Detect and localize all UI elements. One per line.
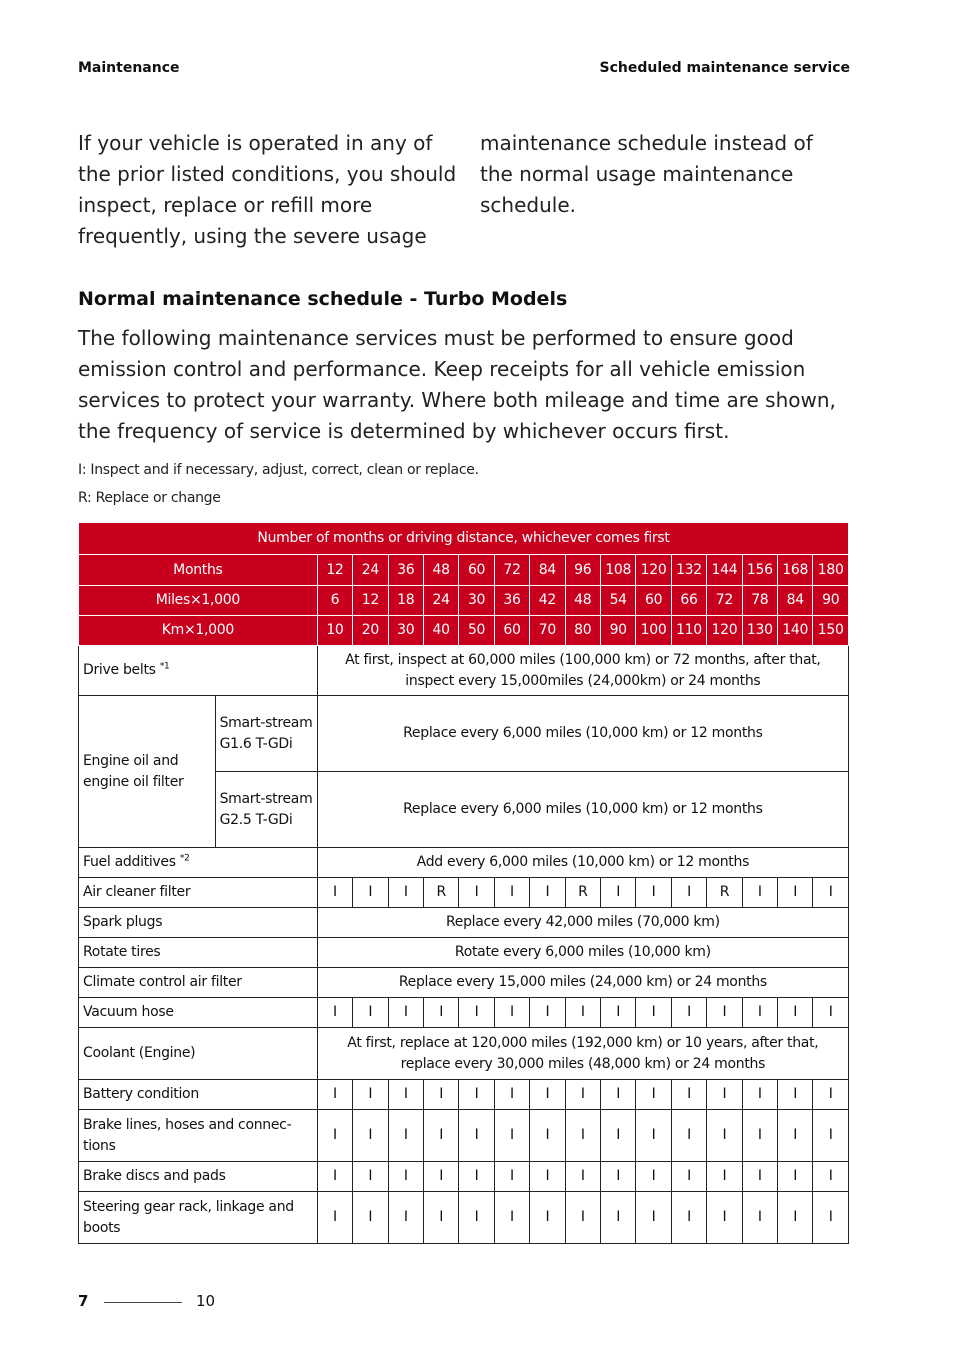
km-cell: 110 bbox=[671, 616, 706, 646]
km-cell: 30 bbox=[388, 616, 423, 646]
interval-cell: I bbox=[353, 998, 388, 1028]
km-cell: 90 bbox=[600, 616, 635, 646]
interval-cell: I bbox=[707, 1110, 742, 1162]
months-cell: 60 bbox=[459, 555, 494, 586]
months-cell: 24 bbox=[353, 555, 388, 586]
months-cell: 144 bbox=[707, 555, 742, 586]
row-label: Engine oil and engine oil filter bbox=[79, 696, 216, 848]
interval-cell: I bbox=[530, 1192, 565, 1244]
interval-cell: I bbox=[459, 1080, 494, 1110]
miles-cell: 72 bbox=[707, 586, 742, 616]
interval-cell: I bbox=[353, 1110, 388, 1162]
km-cell: 150 bbox=[813, 616, 849, 646]
table-row bbox=[79, 878, 849, 908]
interval-cell: I bbox=[778, 1110, 813, 1162]
row-note: At first, inspect at 60,000 miles (100,000 km) or 72 months, after that, inspect every 15,000miles (24,000km) or 24 months bbox=[317, 646, 848, 696]
interval-cell: I bbox=[636, 878, 671, 908]
row-label: Steering gear rack, linkage and boots bbox=[79, 1192, 318, 1244]
months-cell: 84 bbox=[530, 555, 565, 586]
interval-cell: I bbox=[317, 878, 352, 908]
row-sublabel: Smart-stream G2.5 T-GDi bbox=[215, 772, 317, 848]
miles-cell: 54 bbox=[600, 586, 635, 616]
interval-cell: I bbox=[636, 1162, 671, 1192]
interval-cell: I bbox=[671, 878, 706, 908]
interval-cell: I bbox=[317, 1110, 352, 1162]
months-cell: 132 bbox=[671, 555, 706, 586]
table-row bbox=[79, 1192, 849, 1244]
table-row bbox=[79, 1028, 849, 1080]
interval-cell: I bbox=[813, 1192, 849, 1244]
row-label: Brake discs and pads bbox=[79, 1162, 318, 1192]
table-row bbox=[79, 1162, 849, 1192]
table-row bbox=[79, 998, 849, 1028]
interval-cell: I bbox=[778, 1162, 813, 1192]
header-section-title: Maintenance bbox=[78, 60, 180, 76]
table-row bbox=[79, 938, 849, 968]
interval-cell: I bbox=[353, 1162, 388, 1192]
interval-cell: I bbox=[778, 1192, 813, 1244]
interval-cell: I bbox=[353, 878, 388, 908]
interval-cell: I bbox=[778, 998, 813, 1028]
interval-cell: I bbox=[600, 878, 635, 908]
interval-cell: I bbox=[388, 998, 423, 1028]
row-note: Replace every 6,000 miles (10,000 km) or 12 months bbox=[317, 772, 848, 848]
months-cell: 120 bbox=[636, 555, 671, 586]
header-page-title: Scheduled maintenance service bbox=[599, 60, 850, 76]
table-row bbox=[79, 696, 849, 772]
interval-cell: I bbox=[459, 1110, 494, 1162]
km-cell: 20 bbox=[353, 616, 388, 646]
interval-cell: I bbox=[423, 998, 458, 1028]
interval-cell: I bbox=[353, 1080, 388, 1110]
row-note: Replace every 6,000 miles (10,000 km) or 12 months bbox=[317, 696, 848, 772]
miles-cell: 48 bbox=[565, 586, 600, 616]
interval-cell: I bbox=[636, 1110, 671, 1162]
interval-cell: I bbox=[742, 1110, 777, 1162]
km-cell: 140 bbox=[778, 616, 813, 646]
miles-cell: 42 bbox=[530, 586, 565, 616]
table-row bbox=[79, 1080, 849, 1110]
interval-cell: I bbox=[317, 1162, 352, 1192]
interval-cell: I bbox=[671, 1192, 706, 1244]
months-cell: 36 bbox=[388, 555, 423, 586]
miles-cell: 6 bbox=[317, 586, 352, 616]
interval-cell: I bbox=[778, 1080, 813, 1110]
interval-cell: I bbox=[494, 998, 529, 1028]
table-row bbox=[79, 968, 849, 998]
months-cell: 108 bbox=[600, 555, 635, 586]
row-label: Battery condition bbox=[79, 1080, 318, 1110]
interval-cell: I bbox=[636, 1192, 671, 1244]
interval-cell: I bbox=[494, 1192, 529, 1244]
interval-cell: I bbox=[742, 1192, 777, 1244]
interval-cell: I bbox=[494, 1080, 529, 1110]
interval-cell: I bbox=[317, 1080, 352, 1110]
km-cell: 70 bbox=[530, 616, 565, 646]
interval-cell: I bbox=[778, 878, 813, 908]
row-note: Replace every 42,000 miles (70,000 km) bbox=[317, 908, 848, 938]
interval-cell: I bbox=[317, 998, 352, 1028]
section-heading: Normal maintenance schedule - Turbo Models bbox=[78, 288, 568, 310]
chapter-number: 7 bbox=[78, 1292, 89, 1310]
row-label: Air cleaner filter bbox=[79, 878, 318, 908]
interval-cell: I bbox=[388, 1192, 423, 1244]
miles-cell: 30 bbox=[459, 586, 494, 616]
interval-cell: I bbox=[671, 1110, 706, 1162]
km-cell: 10 bbox=[317, 616, 352, 646]
interval-cell: I bbox=[423, 1162, 458, 1192]
interval-cell: I bbox=[459, 998, 494, 1028]
footer-divider bbox=[104, 1302, 182, 1303]
row-note: Add every 6,000 miles (10,000 km) or 12 months bbox=[317, 848, 848, 878]
interval-cell: I bbox=[565, 1192, 600, 1244]
miles-label: Miles×1,000 bbox=[79, 586, 318, 616]
interval-cell: I bbox=[388, 1080, 423, 1110]
table-title: Number of months or driving distance, whichever comes first bbox=[79, 523, 849, 555]
interval-cell: I bbox=[565, 998, 600, 1028]
interval-cell: I bbox=[813, 878, 849, 908]
legend-inspect: I: Inspect and if necessary, adjust, correct, clean or replace. bbox=[78, 462, 479, 478]
interval-cell: I bbox=[459, 1192, 494, 1244]
interval-cell: I bbox=[565, 1080, 600, 1110]
interval-cell: I bbox=[459, 878, 494, 908]
interval-cell: I bbox=[707, 1162, 742, 1192]
row-note: Rotate every 6,000 miles (10,000 km) bbox=[317, 938, 848, 968]
interval-cell: I bbox=[530, 1080, 565, 1110]
intro-paragraph-left: If your vehicle is operated in any of the prior listed conditions, you should inspect, replace or refill more frequently, using the severe usage bbox=[78, 131, 457, 248]
months-cell: 168 bbox=[778, 555, 813, 586]
row-label: Drive belts $^{*1}$ bbox=[79, 646, 318, 696]
interval-cell: I bbox=[707, 1080, 742, 1110]
table-row bbox=[79, 646, 849, 696]
interval-cell: I bbox=[813, 1162, 849, 1192]
interval-cell: I bbox=[494, 878, 529, 908]
interval-cell: I bbox=[530, 1110, 565, 1162]
km-row bbox=[79, 616, 849, 646]
miles-cell: 18 bbox=[388, 586, 423, 616]
miles-cell: 66 bbox=[671, 586, 706, 616]
intro-paragraph-right: maintenance schedule instead of the normal usage maintenance schedule. bbox=[480, 131, 813, 217]
interval-cell: I bbox=[388, 1110, 423, 1162]
row-label: Rotate tires bbox=[79, 938, 318, 968]
interval-cell: I bbox=[565, 1110, 600, 1162]
interval-cell: R bbox=[565, 878, 600, 908]
interval-cell: I bbox=[742, 1162, 777, 1192]
table-title-row bbox=[79, 523, 849, 555]
interval-cell: I bbox=[423, 1080, 458, 1110]
row-label: Coolant (Engine) bbox=[79, 1028, 318, 1080]
interval-cell: I bbox=[742, 998, 777, 1028]
interval-cell: I bbox=[742, 1080, 777, 1110]
interval-cell: I bbox=[671, 998, 706, 1028]
row-label: Spark plugs bbox=[79, 908, 318, 938]
interval-cell: I bbox=[388, 878, 423, 908]
interval-cell: I bbox=[707, 1192, 742, 1244]
section-body: The following maintenance services must be performed to ensure good emission control and performance. Keep receipts for all vehicle emission services to protect your warranty. Where both mileage and time are shown, the frequency of service is determined by whichever occurs first. bbox=[78, 326, 836, 443]
row-label: Fuel additives $^{*2}$ bbox=[79, 848, 318, 878]
miles-cell: 60 bbox=[636, 586, 671, 616]
interval-cell: I bbox=[813, 1080, 849, 1110]
interval-cell: I bbox=[530, 998, 565, 1028]
months-row bbox=[79, 555, 849, 586]
page-number: 10 bbox=[196, 1292, 216, 1310]
km-cell: 130 bbox=[742, 616, 777, 646]
months-cell: 156 bbox=[742, 555, 777, 586]
interval-cell: I bbox=[600, 1080, 635, 1110]
interval-cell: I bbox=[707, 998, 742, 1028]
interval-cell: I bbox=[600, 1162, 635, 1192]
months-cell: 180 bbox=[813, 555, 849, 586]
row-label: Climate control air filter bbox=[79, 968, 318, 998]
interval-cell: I bbox=[600, 1192, 635, 1244]
miles-cell: 12 bbox=[353, 586, 388, 616]
legend-replace: R: Replace or change bbox=[78, 490, 221, 506]
row-sublabel: Smart-stream G1.6 T-GDi bbox=[215, 696, 317, 772]
months-cell: 72 bbox=[494, 555, 529, 586]
interval-cell: I bbox=[423, 1110, 458, 1162]
interval-cell: I bbox=[813, 998, 849, 1028]
interval-cell: R bbox=[707, 878, 742, 908]
km-cell: 120 bbox=[707, 616, 742, 646]
interval-cell: I bbox=[636, 998, 671, 1028]
table-row bbox=[79, 1110, 849, 1162]
interval-cell: I bbox=[565, 1162, 600, 1192]
km-cell: 60 bbox=[494, 616, 529, 646]
km-cell: 40 bbox=[423, 616, 458, 646]
interval-cell: I bbox=[600, 998, 635, 1028]
km-cell: 100 bbox=[636, 616, 671, 646]
interval-cell: I bbox=[317, 1192, 352, 1244]
interval-cell: I bbox=[671, 1080, 706, 1110]
interval-cell: I bbox=[813, 1110, 849, 1162]
miles-cell: 24 bbox=[423, 586, 458, 616]
row-label: Brake lines, hoses and connec-tions bbox=[79, 1110, 318, 1162]
row-note: Replace every 15,000 miles (24,000 km) or 24 months bbox=[317, 968, 848, 998]
miles-cell: 36 bbox=[494, 586, 529, 616]
row-note: At first, replace at 120,000 miles (192,000 km) or 10 years, after that, replace every 30,000 miles (48,000 km) or 24 months bbox=[317, 1028, 848, 1080]
interval-cell: I bbox=[423, 1192, 458, 1244]
months-cell: 12 bbox=[317, 555, 352, 586]
miles-cell: 78 bbox=[742, 586, 777, 616]
interval-cell: I bbox=[742, 878, 777, 908]
table-row bbox=[79, 908, 849, 938]
interval-cell: I bbox=[459, 1162, 494, 1192]
interval-cell: I bbox=[388, 1162, 423, 1192]
interval-cell: I bbox=[600, 1110, 635, 1162]
months-cell: 48 bbox=[423, 555, 458, 586]
interval-cell: I bbox=[494, 1110, 529, 1162]
interval-cell: R bbox=[423, 878, 458, 908]
interval-cell: I bbox=[353, 1192, 388, 1244]
km-cell: 80 bbox=[565, 616, 600, 646]
interval-cell: I bbox=[530, 1162, 565, 1192]
table-row bbox=[79, 848, 849, 878]
interval-cell: I bbox=[530, 878, 565, 908]
interval-cell: I bbox=[671, 1162, 706, 1192]
miles-cell: 84 bbox=[778, 586, 813, 616]
row-label: Vacuum hose bbox=[79, 998, 318, 1028]
km-cell: 50 bbox=[459, 616, 494, 646]
km-label: Km×1,000 bbox=[79, 616, 318, 646]
miles-row bbox=[79, 586, 849, 616]
miles-cell: 90 bbox=[813, 586, 849, 616]
interval-cell: I bbox=[494, 1162, 529, 1192]
months-cell: 96 bbox=[565, 555, 600, 586]
maintenance-schedule-table bbox=[78, 522, 849, 1244]
interval-cell: I bbox=[636, 1080, 671, 1110]
months-label: Months bbox=[79, 555, 318, 586]
